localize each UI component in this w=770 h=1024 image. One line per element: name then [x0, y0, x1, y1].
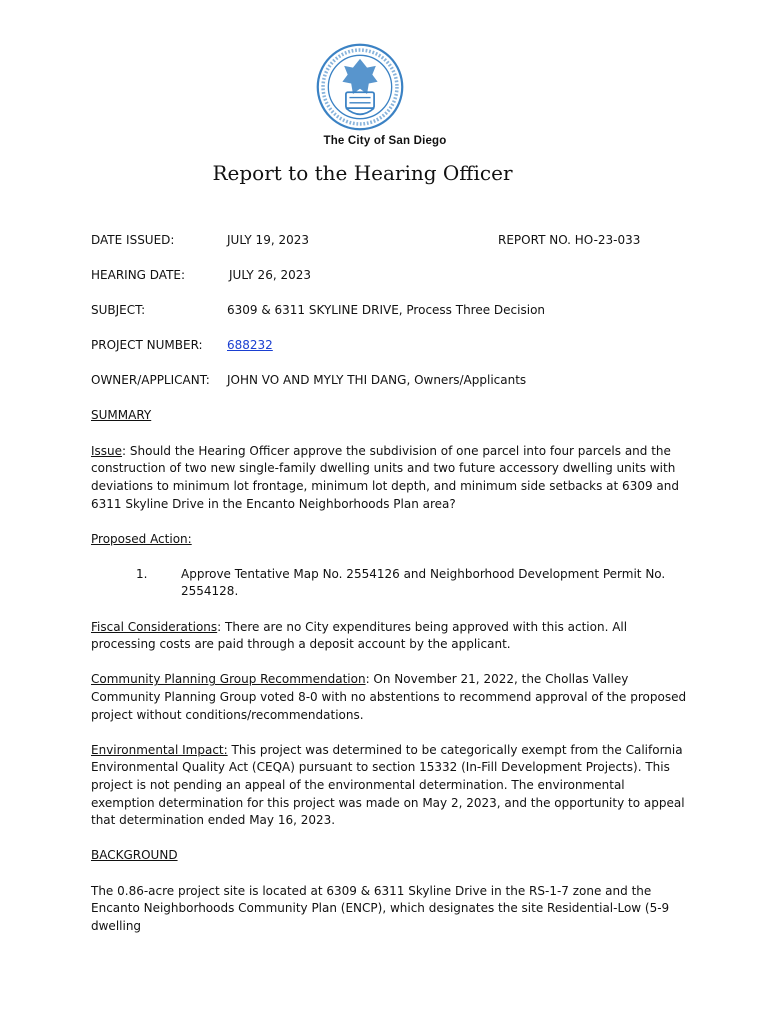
action-item — [91, 566, 691, 601]
hearing-date-value: JULY 26, 2023 — [229, 267, 311, 282]
report-title: Report to the Hearing Officer — [212, 161, 513, 185]
owner-value: JOHN VO AND MYLY THI DANG, Owners/Applicants — [227, 372, 527, 387]
project-number-row — [91, 337, 691, 355]
hearing-date-row — [91, 267, 691, 285]
issue-paragraph — [91, 443, 691, 513]
fiscal-text: : There are no City expenditures being approved with this action. All processing costs are paid through a deposit account by the applicant. — [91, 619, 628, 652]
report-number: REPORT NO. HO-23-033 — [498, 233, 641, 247]
action-text: Approve Tentative Map No. 2554126 and Neighborhood Development Permit No. 2554128. — [181, 566, 666, 599]
owner-label: OWNER/APPLICANT: — [91, 372, 210, 387]
city-seal-icon — [316, 43, 404, 131]
date-issued-row — [91, 232, 691, 250]
date-issued-value: JULY 19, 2023 — [227, 233, 309, 247]
fiscal-paragraph — [91, 619, 691, 654]
fiscal-label: Fiscal Considerations — [91, 619, 218, 634]
background-heading: BACKGROUND — [91, 848, 178, 863]
proposed-action-label: Proposed Action: — [91, 531, 192, 546]
hearing-date-label: HEARING DATE: — [91, 267, 186, 282]
issue-label: Issue — [91, 443, 123, 458]
project-number-link[interactable]: 688232 — [227, 337, 273, 352]
report-body — [91, 232, 691, 935]
action-number: 1. — [136, 566, 148, 581]
date-issued-label: DATE ISSUED: — [91, 233, 175, 247]
cpg-label: Community Planning Group Recommendation — [91, 672, 366, 687]
environmental-text: This project was determined to be categorically exempt from the California Environmental Quality Act (CEQA) pursuant to section 15332 (In-Fill Development Projects). This project is not pending an appeal of the environmental determination. The environmental exemption determination for this project was made on May 2, 2023, and the opportunity to appeal that determination ended May 16, 2023. — [91, 742, 685, 828]
project-number-label: PROJECT NUMBER: — [91, 337, 203, 352]
city-name: The City of San Diego — [323, 135, 447, 147]
cpg-paragraph — [91, 671, 691, 724]
environmental-label: Environmental Impact: — [91, 742, 228, 757]
issue-text: : Should the Hearing Officer approve the subdivision of one parcel into four parcels and the construction of two new single-family dwelling units and two future accessory dwelling units with deviations to minimum lot frontage, minimum lot depth, and minimum side setbacks at 6309 and 6311 Skyline Drive in the Encanto Neighborhoods Plan area? — [91, 443, 679, 511]
background-paragraph: The 0.86-acre project site is located at 6309 & 6311 Skyline Drive in the RS-1-7 zone and the Encanto Neighborhoods Community Plan (ENCP), which designates the site Residential-Low (5-9 dwelling — [91, 883, 670, 933]
environmental-paragraph — [91, 742, 691, 830]
cpg-text: : On November 21, 2022, the Chollas Valley Community Planning Group voted 8-0 with no abstentions to recommend approval of the proposed project without conditions/recommendations. — [91, 672, 687, 722]
owner-row — [91, 372, 691, 390]
subject-value: 6309 & 6311 SKYLINE DRIVE, Process Three Decision — [227, 302, 546, 317]
summary-heading: SUMMARY — [91, 408, 152, 423]
subject-row — [91, 302, 691, 320]
subject-label: SUBJECT: — [91, 302, 146, 317]
